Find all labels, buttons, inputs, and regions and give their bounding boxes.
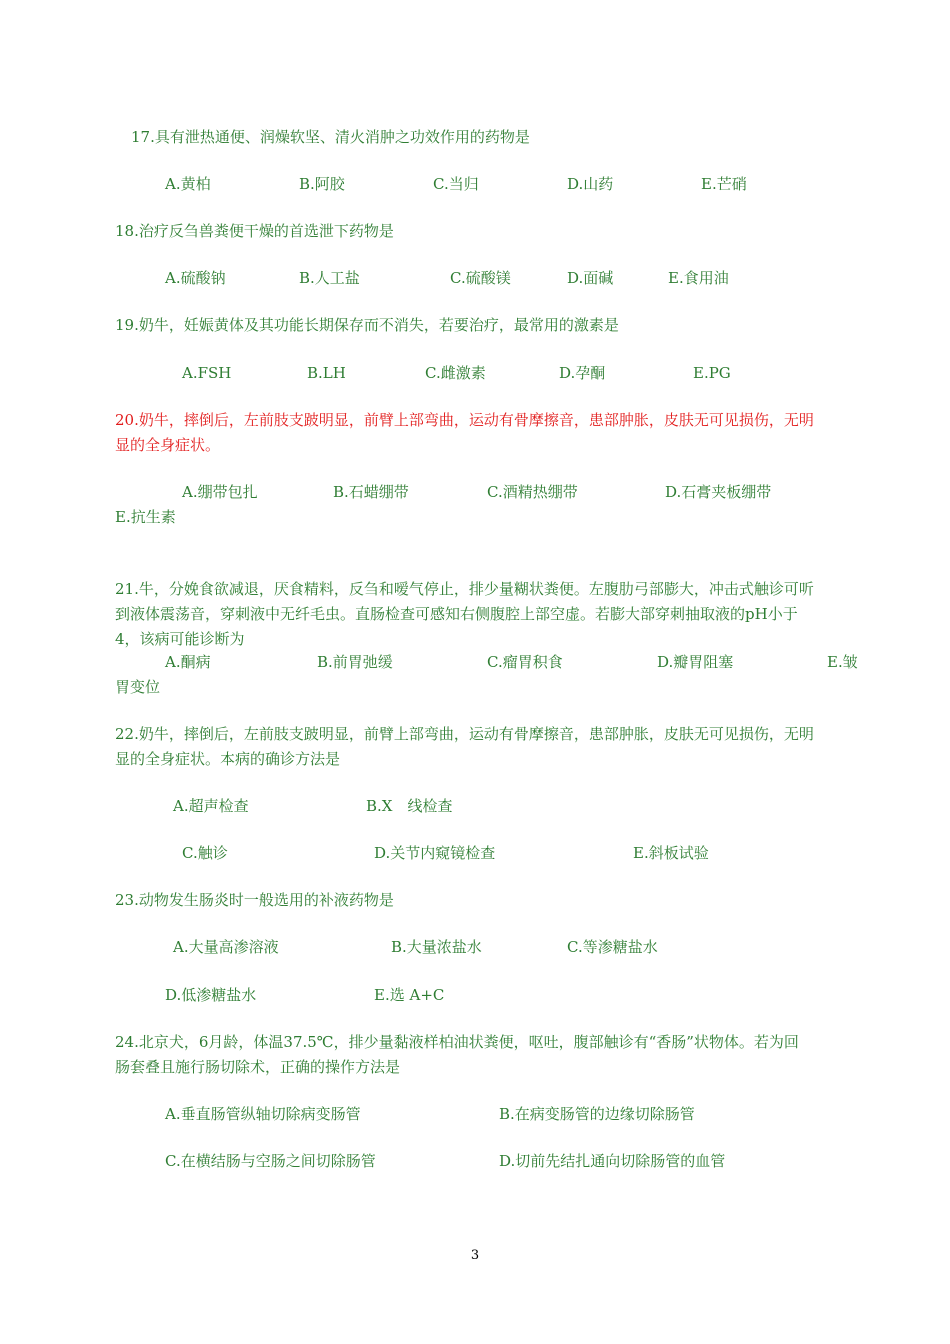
question-21-stem-line-1: 21.牛，分娩食欲减退，厌食精料，反刍和嗳气停止，排少量糊状粪便。左腹肋弓部膨大，冲击式触诊可听 xyxy=(115,580,814,598)
q22-option-e: E.斜板试验 xyxy=(633,844,709,862)
q21-option-a: A.酮病 xyxy=(165,653,211,671)
question-22-stem-line-1: 22.奶牛，摔倒后，左前肢支跛明显，前臂上部弯曲，运动有骨摩擦音，患部肿胀，皮肤无可见损伤，无明 xyxy=(115,725,814,743)
question-19-stem: 19.奶牛，妊娠黄体及其功能长期保存而不消失，若要治疗，最常用的激素是 xyxy=(115,316,619,334)
q18-option-e: E.食用油 xyxy=(668,269,729,287)
q20-option-b: B.石蜡绷带 xyxy=(333,483,409,501)
q18-option-a: A.硫酸钠 xyxy=(165,269,226,287)
question-24-stem-line-2: 肠套叠且施行肠切除术，正确的操作方法是 xyxy=(115,1058,401,1076)
question-21-stem-line-2: 到液体震荡音，穿刺液中无纤毛虫。直肠检查可感知右侧腹腔上部空虚。若膨大部穿刺抽取液的pH小于 xyxy=(115,605,798,623)
q20-option-e: E.抗生素 xyxy=(115,508,176,526)
q21-option-e: E.皱 xyxy=(827,653,858,671)
q19-option-e: E.PG xyxy=(693,364,731,382)
page-number: 3 xyxy=(470,1248,480,1263)
question-20-stem-line-2: 显的全身症状。 xyxy=(115,436,221,454)
q22-option-d: D.关节内窥镜检查 xyxy=(374,844,496,862)
q20-option-d: D.石膏夹板绷带 xyxy=(665,483,772,501)
q20-option-c: C.酒精热绷带 xyxy=(487,483,578,501)
q24-option-c: C.在横结肠与空肠之间切除肠管 xyxy=(165,1152,376,1170)
q22-option-b: B.X 线检查 xyxy=(366,797,453,815)
q22-option-c: C.触诊 xyxy=(182,844,228,862)
q23-option-e: E.选 A+C xyxy=(374,986,445,1004)
q18-option-c: C.硫酸镁 xyxy=(450,269,511,287)
q24-option-b: B.在病变肠管的边缘切除肠管 xyxy=(499,1105,695,1123)
question-20-stem-line-1: 20.奶牛，摔倒后，左前肢支跛明显，前臂上部弯曲，运动有骨摩擦音，患部肿胀，皮肤无可见损伤，无明 xyxy=(115,411,814,429)
question-18-stem: 18.治疗反刍兽粪便干燥的首选泄下药物是 xyxy=(115,222,394,240)
q21-option-d: D.瓣胃阻塞 xyxy=(657,653,734,671)
q24-option-a: A.垂直肠管纵轴切除病变肠管 xyxy=(165,1105,361,1123)
q22-option-a: A.超声检查 xyxy=(173,797,249,815)
q18-option-d: D.面碱 xyxy=(567,269,614,287)
question-24-stem-line-1: 24.北京犬，6月龄，体温37.5℃，排少量黏液样柏油状粪便，呕吐，腹部触诊有“香肠”状物体。若为回 xyxy=(115,1033,799,1051)
q19-option-c: C.雌激素 xyxy=(425,364,486,382)
q17-option-b: B.阿胶 xyxy=(299,175,345,193)
q23-option-b: B.大量浓盐水 xyxy=(391,938,482,956)
q19-option-d: D.孕酮 xyxy=(559,364,606,382)
q21-option-c: C.瘤胃积食 xyxy=(487,653,563,671)
q24-option-d: D.切前先结扎通向切除肠管的血管 xyxy=(499,1152,726,1170)
q17-option-d: D.山药 xyxy=(567,175,614,193)
q17-option-e: E.芒硝 xyxy=(701,175,747,193)
question-23-stem: 23.动物发生肠炎时一般选用的补液药物是 xyxy=(115,891,394,909)
q23-option-c: C.等渗糖盐水 xyxy=(567,938,658,956)
question-22-stem-line-2: 显的全身症状。本病的确诊方法是 xyxy=(115,750,341,768)
q21-option-b: B.前胃弛缓 xyxy=(317,653,393,671)
question-17-stem: 17.具有泄热通便、润燥软坚、清火消肿之功效作用的药物是 xyxy=(131,128,530,146)
q23-option-d: D.低渗糖盐水 xyxy=(165,986,257,1004)
q23-option-a: A.大量高渗溶液 xyxy=(173,938,279,956)
q19-option-b: B.LH xyxy=(307,364,346,382)
question-21-stem-line-3: 4，该病可能诊断为 xyxy=(115,630,245,648)
q17-option-c: C.当归 xyxy=(433,175,479,193)
q20-option-a: A.绷带包扎 xyxy=(182,483,258,501)
q21-option-e-continued: 胃变位 xyxy=(115,678,161,696)
q17-option-a: A.黄柏 xyxy=(165,175,211,193)
q18-option-b: B.人工盐 xyxy=(299,269,360,287)
q19-option-a: A.FSH xyxy=(182,364,232,382)
